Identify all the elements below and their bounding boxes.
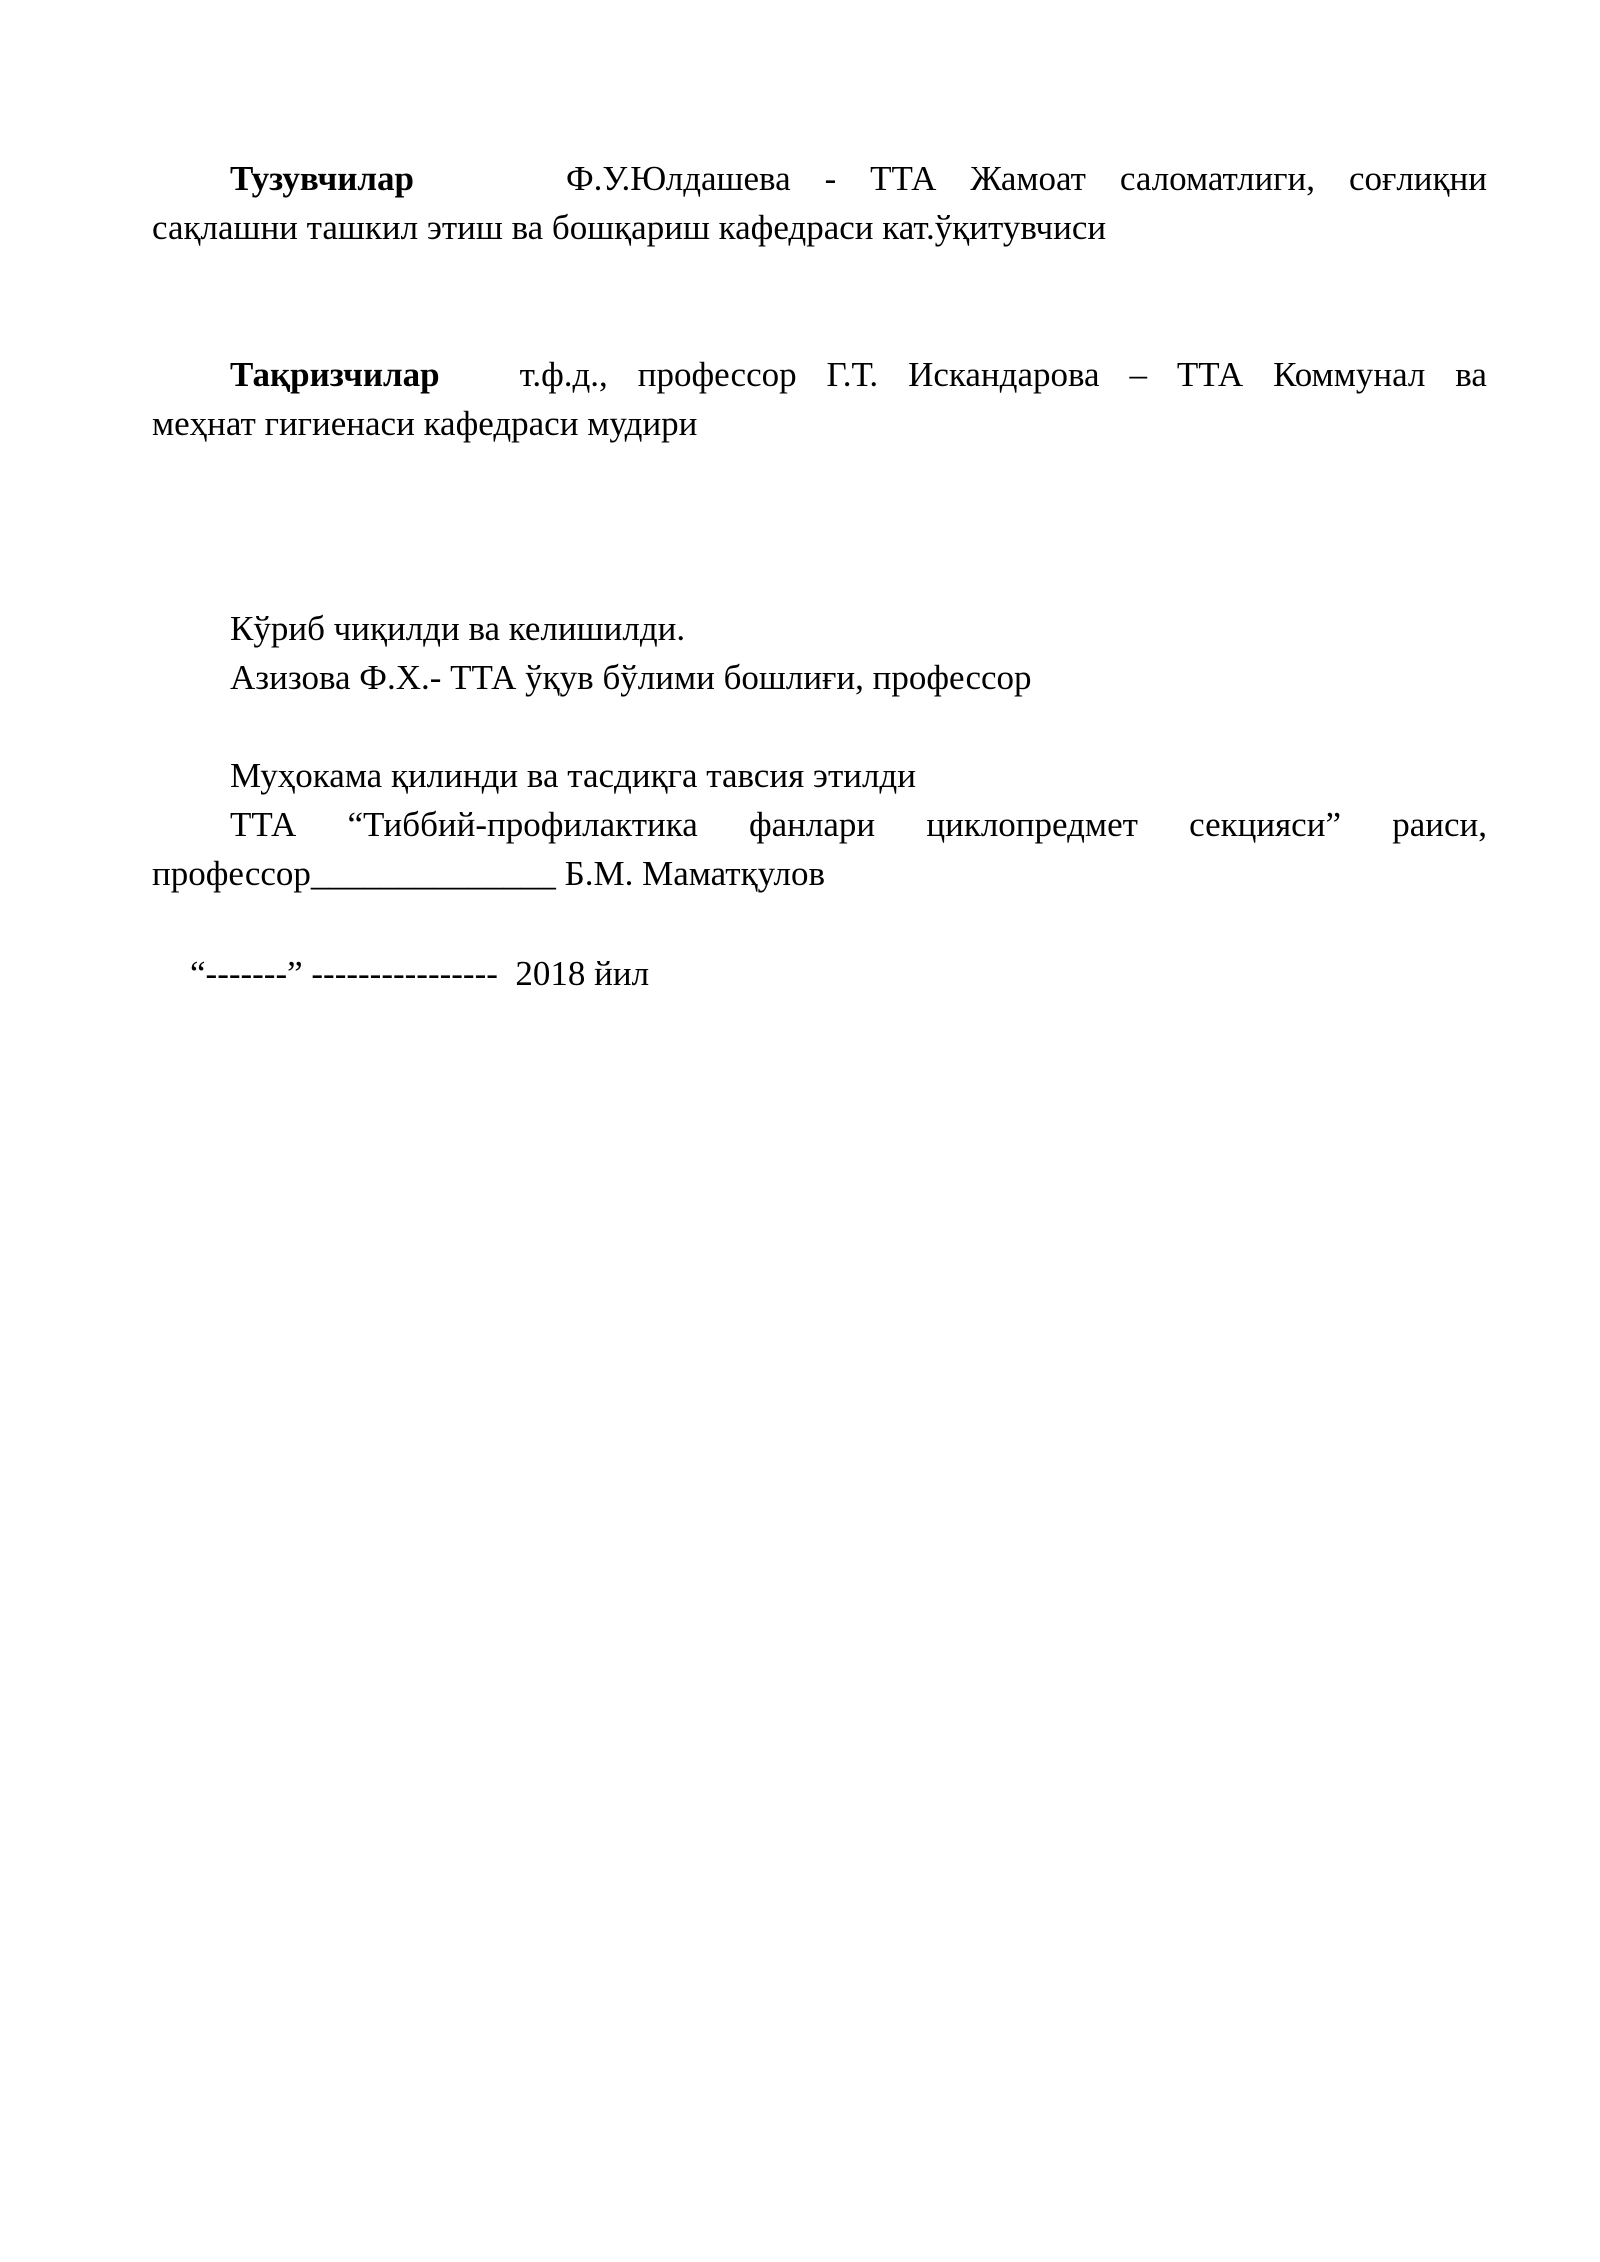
discussed-word: секцияси” (1189, 805, 1341, 844)
reviewed-line-2: Азизова Ф.Х.- ТТА ўқув бўлими бошлиғи, профессор (230, 658, 1032, 697)
compilers-word: Ф.У.Юлдашева (566, 159, 791, 198)
reviewers-line-2: меҳнат гигиенаси кафедраси мудири (152, 404, 698, 443)
discussed-line-1: Муҳокама қилинди ва тасдиқга тавсия этилди (230, 756, 916, 795)
compilers-word: - (824, 159, 837, 198)
discussed-word: фанлари (748, 805, 876, 844)
reviewers-line-1 (152, 350, 1487, 399)
reviewers-word: Искандарова (908, 355, 1100, 394)
compilers-line-2: сақлашни ташкил этиш ва бошқариш кафедраси кат.ўқитувчиси (152, 208, 1107, 247)
reviewers-label: Тақризчилар (230, 355, 440, 394)
compilers-word: ТТА (870, 159, 937, 198)
reviewers-word: т.ф.д., (519, 355, 608, 394)
discussed-line-3: профессор______________ Б.М. Маматқулов (152, 854, 826, 893)
reviewers-word: ва (1455, 355, 1487, 394)
discussed-word: циклопредмет (926, 805, 1138, 844)
compilers-word: саломатлиги, (1119, 159, 1316, 198)
reviewers-word: Г.Т. (826, 355, 879, 394)
compilers-section (152, 154, 1487, 252)
compilers-label: Тузувчилар (230, 159, 415, 198)
reviewers-word: профессор (637, 355, 797, 394)
reviewers-word: – (1129, 355, 1147, 394)
reviewers-section (152, 350, 1487, 448)
compilers-word: соғлиқни (1348, 159, 1487, 198)
reviewers-word: ТТА (1176, 355, 1244, 394)
reviewed-section (152, 604, 1487, 702)
compilers-word: Жамоат (970, 159, 1086, 198)
reviewers-word: Коммунал (1273, 355, 1426, 394)
discussed-word: ТТА (230, 805, 297, 844)
compilers-line-1 (152, 154, 1487, 203)
discussed-word: раиси, (1392, 805, 1487, 844)
discussed-word: “Тиббий-профилактика (347, 805, 698, 844)
discussed-section (152, 751, 1487, 898)
date-line: “-------” ---------------- 2018 йил (190, 954, 650, 993)
reviewed-line-1: Кўриб чиқилди ва келишилди. (230, 609, 686, 648)
discussed-line-2 (152, 800, 1487, 849)
